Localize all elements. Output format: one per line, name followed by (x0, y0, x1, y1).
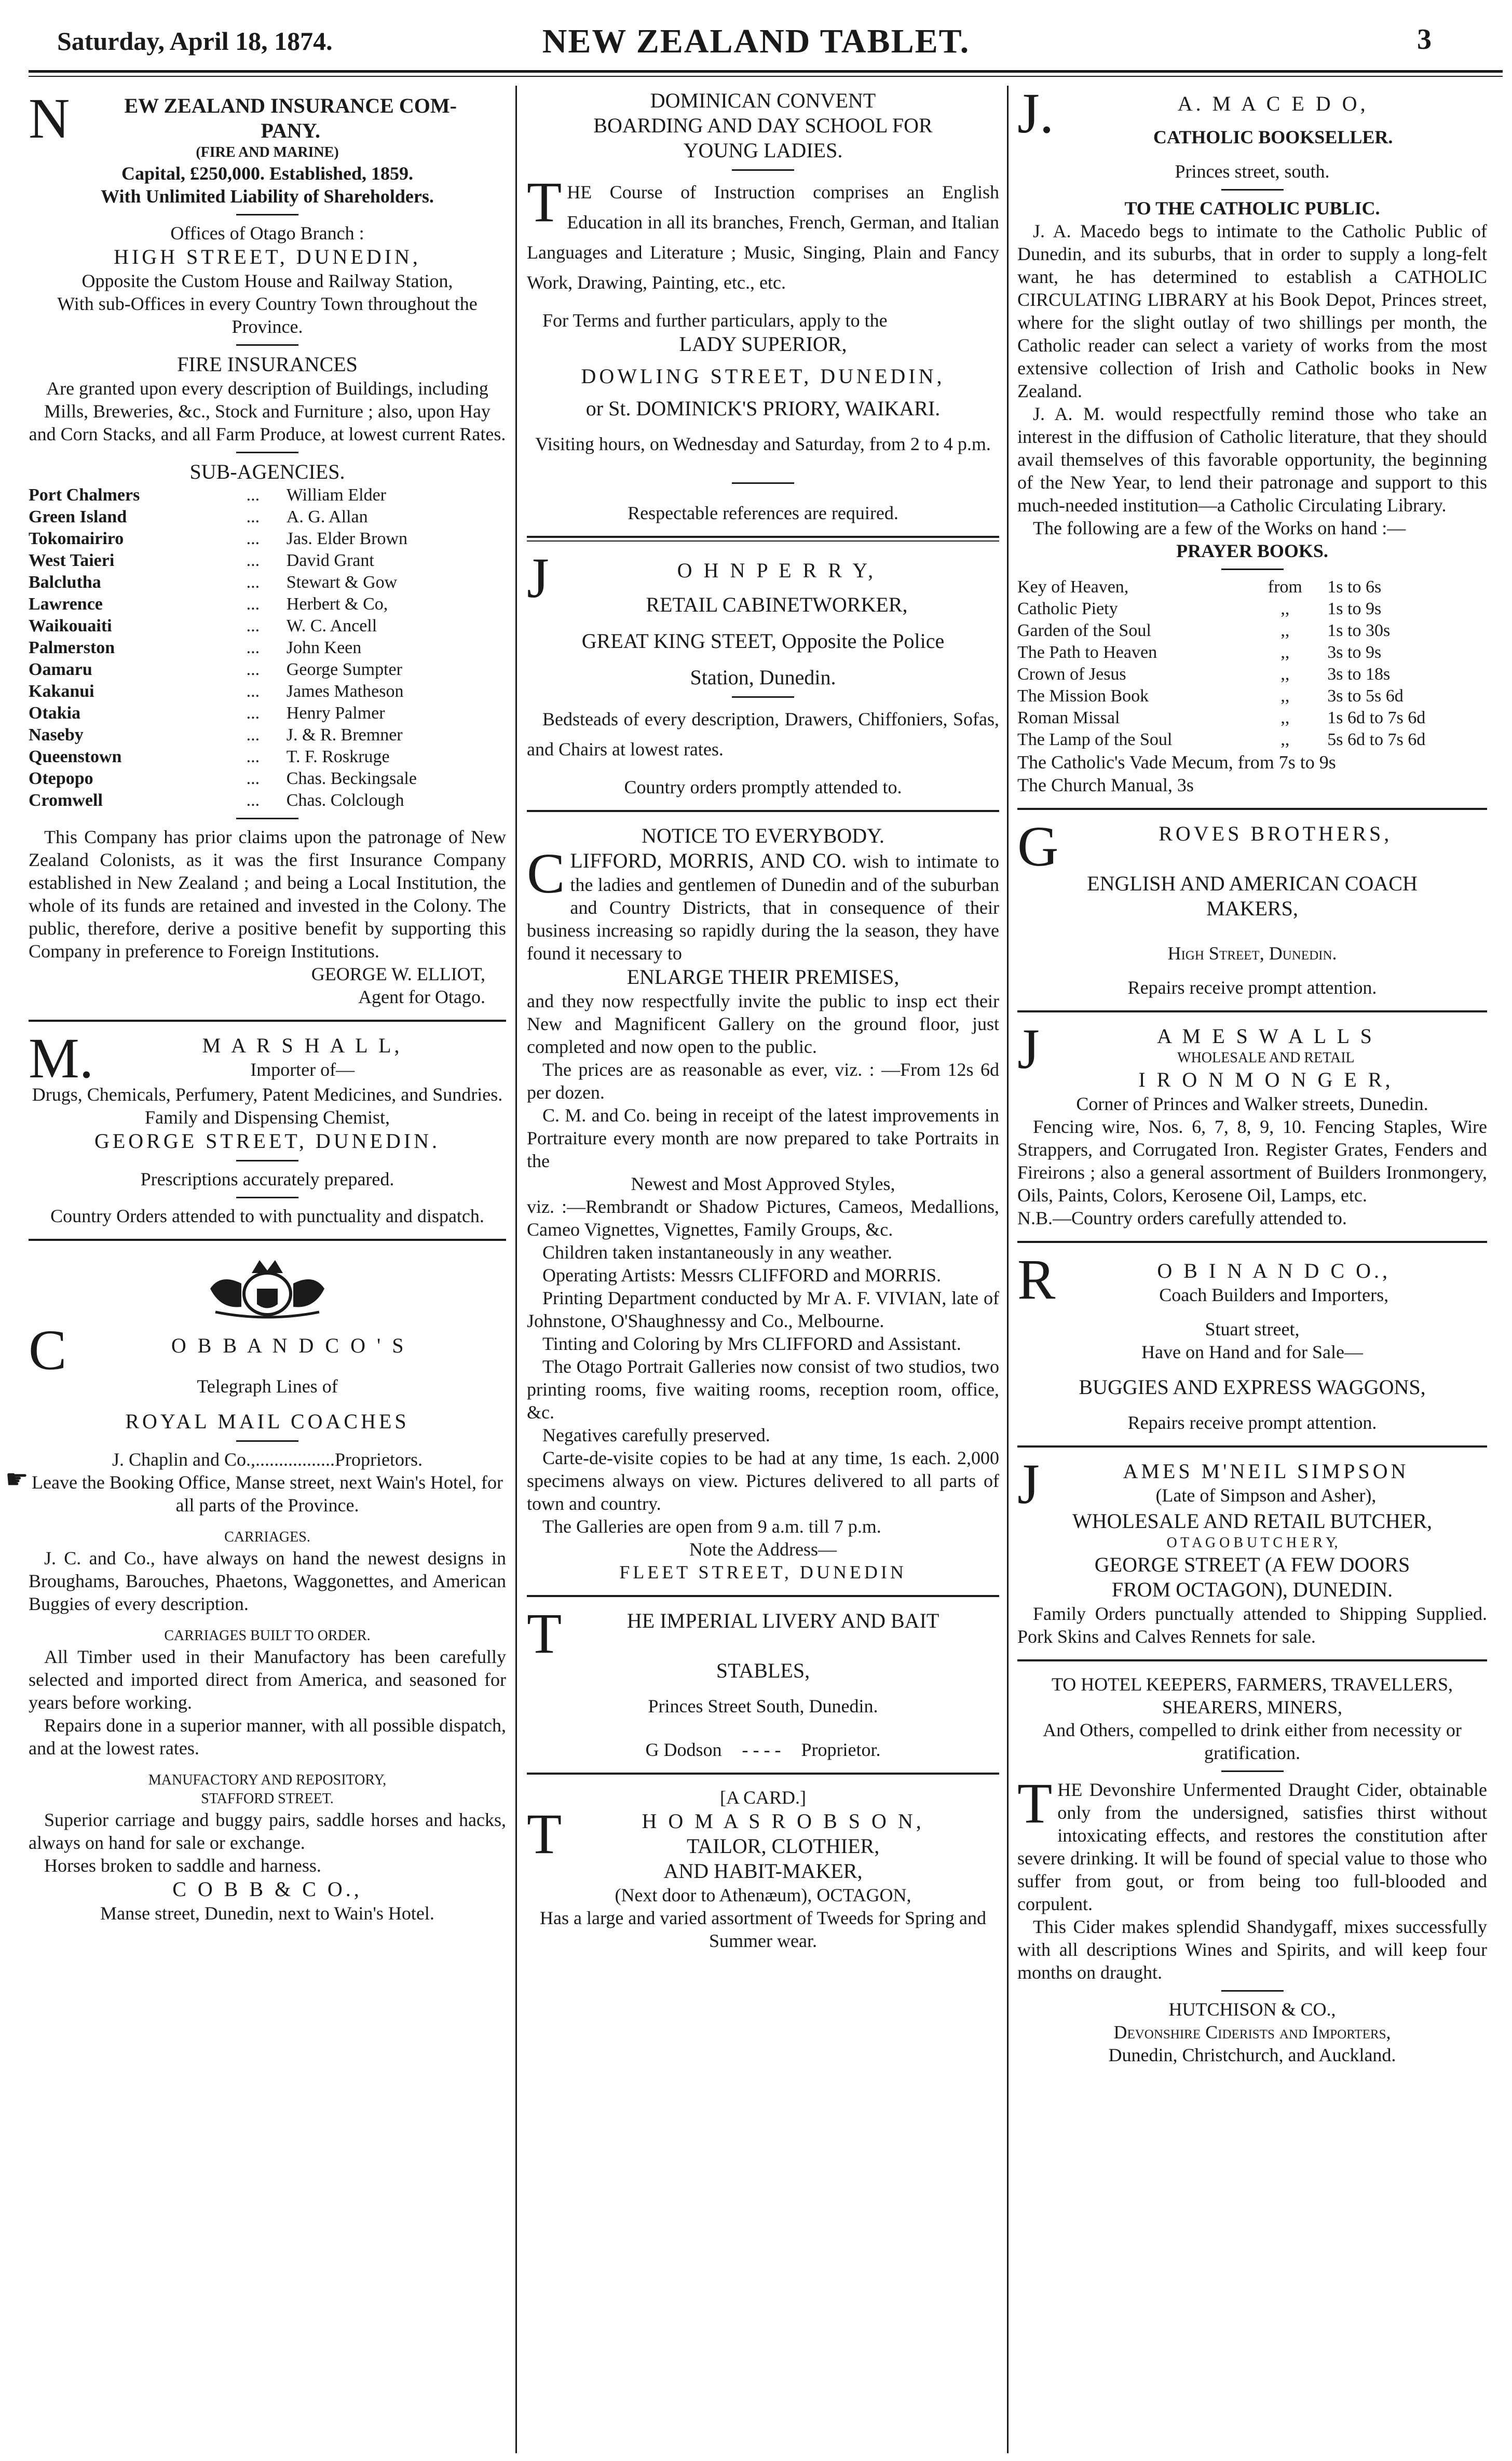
prayer-books-heading: PRAYER BOOKS. (1176, 540, 1328, 561)
macedo-p2: J. A. M. would respectfully remind those who take an interest in the diffusion of Catholic literature, that they should avail themselves of this favorable opportunity, the beginning of the New Year, to lend their patronage and support to this much-needed institution—a Catholic Circulating Library. (1017, 403, 1487, 516)
table-row: Crown of Jesus ,, 3s to 18s (1017, 665, 1391, 684)
dropcap: N (29, 87, 70, 150)
column-divider (515, 86, 517, 2453)
table-row: The Mission Book ,, 3s to 5s 6d (1017, 686, 1404, 706)
receipt-text: C. M. and Co. being in receipt of the latest improvements in Portraiture every month are now prepared to take Portraits in the (527, 1105, 999, 1171)
macedo-p1: J. A. Macedo begs to intimate to the Catholic Public of Dunedin, and its suburbs, that in order to supply a long-felt want, he has determined to establish a CATHOLIC CIRCULATING LIBRARY at his Book Depot, Princes street, where for the slight outlay of two shillings per month, the Catholic reader can select a variety of works from the most extensive collection of Irish and Catholic books in New Zealand. (1017, 221, 1487, 401)
robson-stock: Has a large and varied assortment of Tweeds for Spring and Summer wear. (540, 1908, 986, 1951)
country-orders-line: Country Orders attended to with punctuality and dispatch. (50, 1206, 484, 1226)
ad-livery (527, 1602, 999, 1761)
address-line-2: Station, Dunedin. (690, 666, 836, 689)
ad-separator (29, 1020, 506, 1022)
agencies-table (29, 484, 506, 812)
manufactory-sub: STAFFORD STREET. (201, 1791, 334, 1807)
dropcap: J (1017, 1452, 1040, 1516)
ad-title: O H N P E R R Y, (677, 559, 877, 582)
course-text: HE Course of Instruction comprises an English Education in all its branches, French, German, and Italian Languages and Literature ; Music, Singing, Plain and Fancy Work, Drawing, Painting, etc., etc. (527, 182, 999, 293)
trade-line: TAILOR, CLOTHIER, (687, 1834, 880, 1858)
trade-line-2: MAKERS, (1206, 897, 1298, 920)
ad-separator (1017, 1010, 1487, 1012)
table-row: Port Chalmers ... William Elder (29, 485, 386, 505)
country-orders-line: Country orders promptly attended to. (624, 777, 902, 797)
robson-address: (Next door to Athenæum), OCTAGON, (615, 1885, 911, 1905)
royal-crest-icon (189, 1252, 345, 1320)
table-row: Kakanui ... James Matheson (29, 682, 404, 701)
masthead-rule (29, 70, 1503, 73)
carriages-text: J. C. and Co., have always on hand the newest designs in Broughams, Barouches, Phaetons, Waggonettes, and American Buggies of every description. (29, 1548, 506, 1614)
table-row: Otakia ... Henry Palmer (29, 704, 385, 723)
trade-line: WHOLESALE AND RETAIL BUTCHER, (1072, 1509, 1433, 1533)
column-1 (5, 87, 506, 1925)
ad-separator (1017, 808, 1487, 810)
trade-line-2: AND HABIT-MAKER, (663, 1859, 863, 1883)
divider (236, 452, 298, 453)
macedo-p3: The following are a few of the Works on hand :— (1033, 518, 1406, 538)
divider (236, 1197, 298, 1198)
ad-clifford (527, 823, 999, 1584)
wholesale-line: WHOLESALE AND RETAIL (1177, 1050, 1355, 1066)
ad-robin (1017, 1248, 1487, 1434)
royal-mail-line: ROYAL MAIL COACHES (125, 1410, 410, 1433)
table-row: Otepopo ... Chas. Beckingsale (29, 769, 417, 788)
artists-text: Operating Artists: Messrs CLIFFORD and MORRIS. (542, 1265, 942, 1286)
table-row: Roman Missal ,, 1s 6d to 7s 6d (1017, 708, 1426, 727)
table-row: The Path to Heaven ,, 3s to 9s (1017, 643, 1382, 662)
firm-name: LIFFORD, MORRIS, AND CO. (570, 849, 847, 872)
divider (1221, 569, 1284, 570)
note-line: Note the Address— (689, 1539, 837, 1560)
fire-text: Are granted upon every description of Buildings, including Mills, Breweries, &c., Stock and Furniture ; also, upon Hay and Corn Stacks, and all Farm Produce, at lowest current Rates. (29, 378, 506, 444)
proprietor-role: Proprietor. (801, 1739, 881, 1760)
dropcap: T (527, 170, 562, 234)
signatory: GEORGE W. ELLIOT, (311, 964, 485, 984)
ad-title: H O M A S R O B S O N, (642, 1809, 924, 1833)
page-number: 3 (1417, 23, 1432, 56)
walls-corner: Corner of Princes and Walker streets, Dunedin. (1076, 1093, 1428, 1114)
viz-text: viz. :—Rembrandt or Shadow Pictures, Cameos, Medallions, Cameo Vignettes, Vignettes, Family Groups, &c. (527, 1196, 999, 1240)
simpson-address-2: FROM OCTAGON), DUNEDIN. (1111, 1578, 1393, 1601)
groves-address: High Street, Dunedin. (1167, 943, 1337, 964)
enlarge-heading: ENLARGE THEIR PREMISES, (626, 965, 900, 989)
table-row: Waikouaiti ... W. C. Ancell (29, 616, 377, 635)
pointing-hand-icon: ☛ (5, 1465, 29, 1494)
macedo-address: Princes street, south. (1175, 161, 1330, 182)
table-row: Oamaru ... George Sumpter (29, 660, 402, 679)
ad-title: DOMINICAN CONVENT (650, 89, 876, 112)
ad-title: A. M A C E D O, (1177, 92, 1369, 115)
ad-title: A M E S W A L L S (1156, 1024, 1375, 1048)
table-row: Tokomairiro ... Jas. Elder Brown (29, 529, 408, 548)
ad-cider (1017, 1673, 1487, 2066)
divider (236, 1440, 298, 1442)
prices-text: The prices are as reasonable as ever, viz. : —From 12s 6d per dozen. (527, 1059, 999, 1103)
prescriptions-line: Prescriptions accurately prepared. (140, 1169, 394, 1189)
telegraph-line: Telegraph Lines of (197, 1376, 338, 1397)
offices-label: Offices of Otago Branch : (170, 223, 364, 244)
vade-mecum-line: The Catholic's Vade Mecum, from 7s to 9s (1017, 752, 1336, 773)
ad-cobb (5, 1252, 506, 1925)
late-line: (Late of Simpson and Asher), (1155, 1485, 1377, 1506)
walls-fencing: Fencing wire, Nos. 6, 7, 8, 9, 10. Fencing Staples, Wire Strappers, and Corrugated Iron. Register Grates, Fenders and Fireirons ; also a general assortment of Builders Ironmongery, Oils, Paints, Colors, Kerosene Oil, Lamps, etc. (1017, 1116, 1487, 1206)
divider (236, 818, 298, 819)
ad-marshall (29, 1026, 506, 1227)
lady-superior: LADY SUPERIOR, (679, 332, 847, 356)
dropcap: J. (1017, 82, 1054, 145)
importer-line: Importer of— (250, 1059, 355, 1080)
ad-title: EW ZEALAND INSURANCE COM- (124, 94, 457, 117)
ad-title: HE IMPERIAL LIVERY AND BAIT (626, 1609, 939, 1632)
ad-groves (1017, 815, 1487, 999)
dropcap: C (527, 842, 565, 905)
divider (1221, 189, 1284, 191)
dropcap: G (1017, 815, 1059, 878)
dropcap: T (1017, 1772, 1053, 1835)
simpson-address: GEORGE STREET (A FEW DOORS (1094, 1553, 1410, 1576)
divider (732, 482, 794, 484)
trade-line: CATHOLIC BOOKSELLER. (1153, 127, 1393, 147)
manufactory-heading: MANUFACTORY AND REPOSITORY, (148, 1772, 387, 1788)
butchery-line: O T A G O B U T C H E R Y, (1166, 1535, 1338, 1551)
cider-importers: Devonshire Ciderists and Importers, (1113, 2022, 1391, 2043)
masthead-rule-thin (29, 76, 1503, 77)
ad-title: O B I N A N D C O., (1157, 1259, 1391, 1282)
table-row: Lawrence ... Herbert & Co, (29, 594, 388, 614)
divider (732, 696, 794, 698)
dropcap: R (1017, 1248, 1056, 1311)
ad-separator (1017, 1659, 1487, 1661)
ad-separator (527, 1595, 999, 1597)
ad-separator (527, 810, 999, 812)
hours-text: The Galleries are open from 9 a.m. till 7 p.m. (542, 1516, 881, 1537)
catholic-public-heading: TO THE CATHOLIC PUBLIC. (1124, 198, 1380, 219)
children-text: Children taken instantaneously in any weather. (542, 1242, 892, 1263)
proprietor-name: G Dodson (645, 1739, 722, 1760)
ad-walls (1017, 1017, 1487, 1229)
ad-convent (527, 88, 999, 524)
table-row: Green Island ... A. G. Allan (29, 507, 368, 526)
ad-title: O B B A N D C O ' S (171, 1334, 407, 1357)
masthead (0, 16, 1512, 67)
notice-heading: NOTICE TO EVERYBODY. (642, 824, 884, 847)
cider-text: HE Devonshire Unfermented Draught Cider, obtainable only from the undersigned, satisfies thirst without intoxicating effects, and restores the constitution after severe drinking. It will be found of special value to those who suffer from gout, or from being too full-blooded and corpulent. (1017, 1779, 1487, 1914)
liability-line: With Unlimited Liability of Shareholders. (101, 186, 434, 207)
address-line: GREAT KING STEET, Opposite the Police (581, 629, 945, 653)
table-row: Queenstown ... T. F. Roskruge (29, 747, 390, 766)
church-manual-line: The Church Manual, 3s (1017, 775, 1194, 795)
column-2 (527, 88, 999, 1952)
proprietors-line: J. Chaplin and Co.,.................Proprietors. (112, 1449, 423, 1470)
tinting-text: Tinting and Coloring by Mrs CLIFFORD and Assistant. (542, 1333, 961, 1354)
groves-repairs: Repairs receive prompt attention. (1127, 977, 1377, 998)
invite-text: and they now respectfully invite the public to insp ect their New and Magnificent Gallery on the ground floor, just completed and now open to the public. (527, 991, 999, 1057)
capital-line: Capital, £250,000. Established, 1859. (121, 163, 414, 184)
cider-heading: TO HOTEL KEEPERS, FARMERS, TRAVELLERS, SHEARERS, MINERS, (1051, 1674, 1453, 1718)
repairs-text: Repairs done in a superior manner, with all possible dispatch, and at the lowest rates. (29, 1715, 506, 1759)
divider (1221, 1770, 1284, 1772)
built-heading: CARRIAGES BUILT TO ORDER. (164, 1628, 371, 1644)
opposite-line: Opposite the Custom House and Railway Station, (81, 271, 453, 291)
divider (236, 1160, 298, 1161)
robin-have: Have on Hand and for Sale— (1141, 1342, 1363, 1362)
ad-title: M A R S H A L L, (202, 1034, 403, 1057)
divider (236, 344, 298, 346)
issue-date: Saturday, April 18, 1874. (57, 26, 333, 56)
robin-repairs: Repairs receive prompt attention. (1127, 1412, 1377, 1433)
trade-line: Coach Builders and Importers, (1159, 1284, 1389, 1305)
trade-line: ENGLISH AND AMERICAN COACH (1087, 872, 1418, 895)
cider-others: And Others, compelled to drink either from necessity or gratification. (1043, 1720, 1462, 1763)
convent-address: DOWLING STREET, DUNEDIN, (581, 364, 945, 388)
ad-macedo (1017, 82, 1487, 796)
divider (236, 214, 298, 215)
newspaper-title: NEW ZEALAND TABLET. (542, 22, 970, 60)
cider-cities: Dunedin, Christchurch, and Auckland. (1108, 2045, 1396, 2065)
ad-insurance (29, 87, 506, 1008)
superior-text: Superior carriage and buggy pairs, saddle horses and hacks, always on hand for sale or exchange. (29, 1809, 506, 1853)
negatives-text: Negatives carefully preserved. (542, 1425, 770, 1445)
prayer-books-table (1017, 576, 1487, 751)
claims-text: This Company has prior claims upon the patronage of New Zealand Colonists, as it was the first Insurance Company established in New Zealand ; and being a Local Institution, the whole of its funds are retained and invested in the Colony. The public, therefore, derive a positive benefit by supporting this Company in preference to Foreign Institutions. (29, 827, 506, 962)
dropcap: T (527, 1602, 562, 1665)
table-row: Naseby ... J. & R. Bremner (29, 725, 403, 745)
shop-address: GEORGE STREET, DUNEDIN. (94, 1129, 441, 1153)
dropcap: J (1017, 1017, 1040, 1080)
ad-separator (29, 1239, 506, 1241)
cobb-signature: C O B B & C O., (172, 1877, 362, 1901)
ad-separator (527, 536, 999, 542)
ad-separator (527, 1773, 999, 1775)
booking-line: Leave the Booking Office, Manse street, next Wain's Hotel, for all parts of the Province. (32, 1472, 503, 1516)
references-line: Respectable references are required. (628, 503, 898, 523)
suboffices-line: With sub-Offices in every Country Town throughout the Province. (57, 293, 478, 337)
dropcap: C (29, 1318, 67, 1382)
dropcap: J (527, 546, 549, 610)
stock-text: Bedsteads of every description, Drawers, Chiffoniers, Sofas, and Chairs at lowest rates. (527, 709, 999, 760)
clifford-address: FLEET STREET, DUNEDIN (619, 1562, 907, 1583)
built-text: All Timber used in their Manufactory has been carefully selected and imported direct from America, and seasoned for years before working. (29, 1646, 506, 1713)
trade-line: RETAIL CABINETWORKER, (646, 593, 908, 616)
visiting-line: Visiting hours, on Wednesday and Saturday, from 2 to 4 p.m. (535, 434, 991, 454)
printing-text: Printing Department conducted by Mr A. F. VIVIAN, late of Johnstone, O'Shaughnessy and Co., Melbourne. (527, 1288, 999, 1331)
walls-nb: N.B.—Country orders carefully attended to. (1017, 1208, 1347, 1228)
ad-perry (527, 546, 999, 799)
ad-title-line2: STABLES, (716, 1659, 810, 1682)
ad-title: ROVES BROTHERS, (1159, 822, 1393, 845)
simpson-family: Family Orders punctually attended to Shipping Supplied. Pork Skins and Calves Rennets for sale. (1017, 1603, 1487, 1647)
intro-text: wish to intimate to the ladies and gentlemen of Dunedin and of the suburban and Country Districts, that in consequence of their business increasing so rapidly during the la season, they have found it necessary to (527, 851, 999, 964)
fire-heading: FIRE INSURANCES (177, 353, 358, 376)
robin-address: Stuart street, (1205, 1319, 1300, 1340)
table-row: West Taieri ... David Grant (29, 551, 374, 570)
livery-address: Princes Street South, Dunedin. (648, 1696, 878, 1716)
goods-line: Drugs, Chemicals, Perfumery, Patent Medicines, and Sundries. Family and Dispensing Chemist, (32, 1084, 503, 1128)
cobb-address: Manse street, Dunedin, next to Wain's Hotel. (100, 1903, 434, 1924)
priory-line: or St. DOMINICK'S PRIORY, WAIKARI. (585, 397, 941, 420)
table-row: Catholic Piety ,, 1s to 9s (1017, 599, 1382, 618)
column-divider (1007, 86, 1009, 2453)
table-row: Balclutha ... Stewart & Gow (29, 573, 398, 592)
robin-buggies: BUGGIES AND EXPRESS WAGGONS, (1079, 1375, 1426, 1399)
divider (1221, 1990, 1284, 1992)
dropcap: M. (29, 1026, 94, 1090)
horses-text: Horses broken to saddle and harness. (44, 1855, 321, 1876)
card-label: [A CARD.] (719, 1787, 806, 1808)
table-row: The Lamp of the Soul ,, 5s 6d to 7s 6d (1017, 730, 1426, 749)
trade-line: I R O N M O N G E R, (1138, 1068, 1394, 1091)
divider (732, 169, 794, 171)
table-row: Palmerston ... John Keen (29, 638, 362, 657)
dashes: - - - - (742, 1739, 781, 1760)
cartes-text: Carte-de-visite copies to be had at any time, 1s each. 2,000 specimens always on view. Pictures delivered to all parts of town and country. (527, 1448, 999, 1514)
ad-subtitle: (FIRE AND MARINE) (196, 144, 339, 160)
dropcap: T (527, 1802, 562, 1865)
signatory-role: Agent for Otago. (358, 986, 485, 1007)
table-row: Key of Heaven, from 1s to 6s (1017, 577, 1382, 597)
column-3 (1017, 82, 1487, 2066)
subagencies-heading: SUB-AGENCIES. (189, 460, 345, 483)
ad-title: AMES M'NEIL SIMPSON (1123, 1459, 1409, 1483)
ad-title-line2: BOARDING AND DAY SCHOOL FOR (593, 114, 933, 137)
styles-line: Newest and Most Approved Styles, (631, 1173, 895, 1194)
branch-address: HIGH STREET, DUNEDIN, (114, 245, 421, 268)
ad-robson (527, 1786, 999, 1952)
carriages-heading: CARRIAGES. (224, 1529, 310, 1545)
table-row: Cromwell ... Chas. Colclough (29, 791, 404, 810)
cider-shandy: This Cider makes splendid Shandygaff, mixes successfully with all descriptions Wines and Spirits, and will keep four months on draught. (1017, 1916, 1487, 1983)
ad-title-cont: PANY. (261, 119, 320, 142)
galleries-text: The Otago Portrait Galleries now consist of two studios, two printing rooms, five waiting rooms, reception room, office, &c. (527, 1356, 999, 1423)
terms-text: For Terms and further particulars, apply to the (542, 310, 888, 331)
ad-title-line3: YOUNG LADIES. (683, 139, 843, 162)
ad-separator (1017, 1241, 1487, 1243)
ad-separator (1017, 1445, 1487, 1448)
ad-simpson (1017, 1452, 1487, 1648)
table-row: Garden of the Soul ,, 1s to 30s (1017, 621, 1391, 640)
cider-firm: HUTCHISON & CO., (1168, 1999, 1336, 2020)
